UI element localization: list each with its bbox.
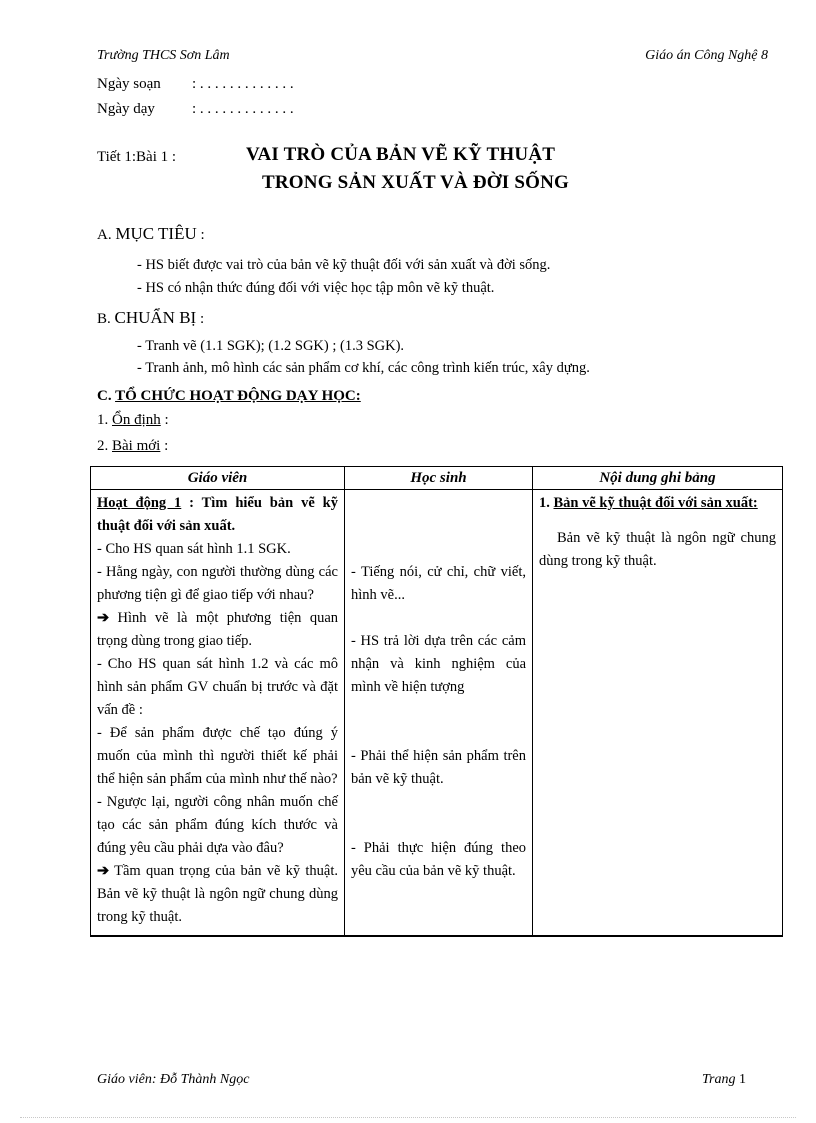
student-answer: - Tiếng nói, cử chỉ, chữ viết, hình vẽ...	[351, 564, 526, 603]
section-a-title: MỤC TIÊU	[115, 224, 197, 243]
prepared-date-value: : . . . . . . . . . . . . .	[192, 76, 294, 92]
board-heading-text: Bản vẽ kỹ thuật đối với sản xuất:	[553, 495, 758, 511]
header-teacher: Giáo viên	[91, 467, 345, 490]
teacher-line-text: Tầm quan trọng của bản vẽ kỹ thuật. Bản vẽ kỹ thuật là ngôn ngữ chung dùng trong kỹ thuật.	[97, 863, 338, 925]
activity-heading	[97, 492, 338, 538]
section-c-prefix: C.	[97, 388, 116, 404]
section-b-letter: B.	[97, 311, 111, 327]
taught-date-value: : . . . . . . . . . . . . .	[192, 101, 294, 117]
teacher-line: - Cho HS quan sát hình 1.1 SGK.	[97, 541, 291, 557]
step-2-number: 2.	[97, 438, 112, 454]
lesson-title-line-1: VAI TRÒ CỦA BẢN VẼ KỸ THUẬT	[246, 144, 556, 165]
preparation-item: - Tranh ảnh, mô hình các sản phẩm cơ khí, các công trình kiến trúc, xây dựng.	[137, 360, 590, 376]
prepared-date-label: Ngày soạn	[97, 76, 161, 92]
student-answer: - Phải thể hiện sản phẩm trên bản vẽ kỹ thuật.	[351, 748, 526, 787]
section-a-letter: A.	[97, 227, 112, 243]
board-cell	[533, 490, 783, 937]
objective-item: - HS biết được vai trò của bản vẽ kỹ thuật đối với sản xuất và đời sống.	[137, 257, 551, 273]
step-1-number: 1.	[97, 412, 112, 428]
section-c-title: TỔ CHỨC HOẠT ĐỘNG DẠY HỌC:	[115, 388, 361, 404]
step-2-label: Bài mới	[112, 438, 161, 454]
board-heading-number: 1.	[539, 495, 554, 511]
board-heading	[539, 492, 776, 515]
section-b-heading	[97, 308, 204, 328]
page-label: Trang	[702, 1072, 736, 1087]
lesson-label: Tiết 1:Bài 1 :	[97, 149, 177, 165]
lesson-plan-table	[90, 466, 783, 937]
header-board: Nội dung ghi bảng	[533, 467, 783, 490]
step-1	[97, 412, 169, 429]
subject-title: Giáo án Công Nghệ 8	[645, 48, 768, 63]
section-a-suffix: :	[196, 227, 205, 243]
step-1-suffix: :	[160, 412, 169, 428]
student-cell	[345, 490, 533, 937]
school-name: Trường THCS Sơn Lâm	[97, 48, 230, 63]
teacher-line: - Để sản phẩm được chế tạo đúng ý muốn của mình thì người thiết kế phải thể hiện sản phẩm của mình như thế nào?	[97, 725, 338, 787]
table-header-row	[91, 467, 783, 490]
page-bottom-divider	[20, 1117, 796, 1118]
section-b-suffix: :	[196, 311, 205, 327]
teacher-line	[97, 860, 338, 929]
student-answer: - Phải thực hiện đúng theo yêu cầu của bản vẽ kỹ thuật.	[351, 840, 526, 879]
header-student: Học sinh	[345, 467, 533, 490]
table-row	[91, 490, 783, 937]
objective-item: - HS có nhận thức đúng đối với việc học tập môn vẽ kỹ thuật.	[137, 280, 495, 296]
teacher-cell	[91, 490, 345, 937]
arrow-icon: ➔	[97, 610, 110, 626]
footer-teacher: Giáo viên: Đỗ Thành Ngọc	[97, 1072, 250, 1087]
teacher-line: - Cho HS quan sát hình 1.2 và các mô hình sản phẩm GV chuẩn bị trước và đặt vấn đề :	[97, 656, 338, 718]
page-number: 1	[739, 1072, 746, 1087]
lesson-title-line-2: TRONG SẢN XUẤT VÀ ĐỜI SỐNG	[262, 172, 569, 193]
footer-page	[702, 1072, 746, 1088]
activity-label: Hoạt động 1	[97, 495, 182, 511]
teacher-line	[97, 607, 338, 653]
student-answer: - HS trả lời dựa trên các cảm nhận và kinh nghiệm của mình về hiện tượng	[351, 633, 526, 695]
activity-title: : Tìm hiểu bản vẽ kỹ thuật đối với sản xuất.	[97, 495, 338, 534]
board-text: Bản vẽ kỹ thuật là ngôn ngữ chung dùng trong kỹ thuật.	[539, 530, 776, 569]
preparation-item: - Tranh vẽ (1.1 SGK); (1.2 SGK) ; (1.3 SGK).	[137, 338, 405, 354]
step-2-suffix: :	[160, 438, 169, 454]
taught-date-label: Ngày dạy	[97, 101, 155, 117]
teacher-line: - Hằng ngày, con người thường dùng các phương tiện gì để giao tiếp với nhau?	[97, 564, 338, 603]
section-b-title: CHUẨN BỊ	[114, 308, 197, 327]
taught-date-row	[97, 101, 294, 118]
arrow-icon: ➔	[97, 863, 110, 879]
step-2	[97, 438, 168, 455]
section-a-heading	[97, 224, 205, 244]
step-1-label: Ổn định	[112, 412, 161, 428]
teacher-line: - Ngược lại, người công nhân muốn chế tạo các sản phẩm đúng kích thước và đúng yêu cầu phải dựa vào đâu?	[97, 794, 338, 856]
section-c-heading	[97, 388, 361, 405]
prepared-date-row	[97, 76, 294, 93]
teacher-line-text: Hình vẽ là một phương tiện quan trọng dùng trong giao tiếp.	[97, 610, 338, 649]
